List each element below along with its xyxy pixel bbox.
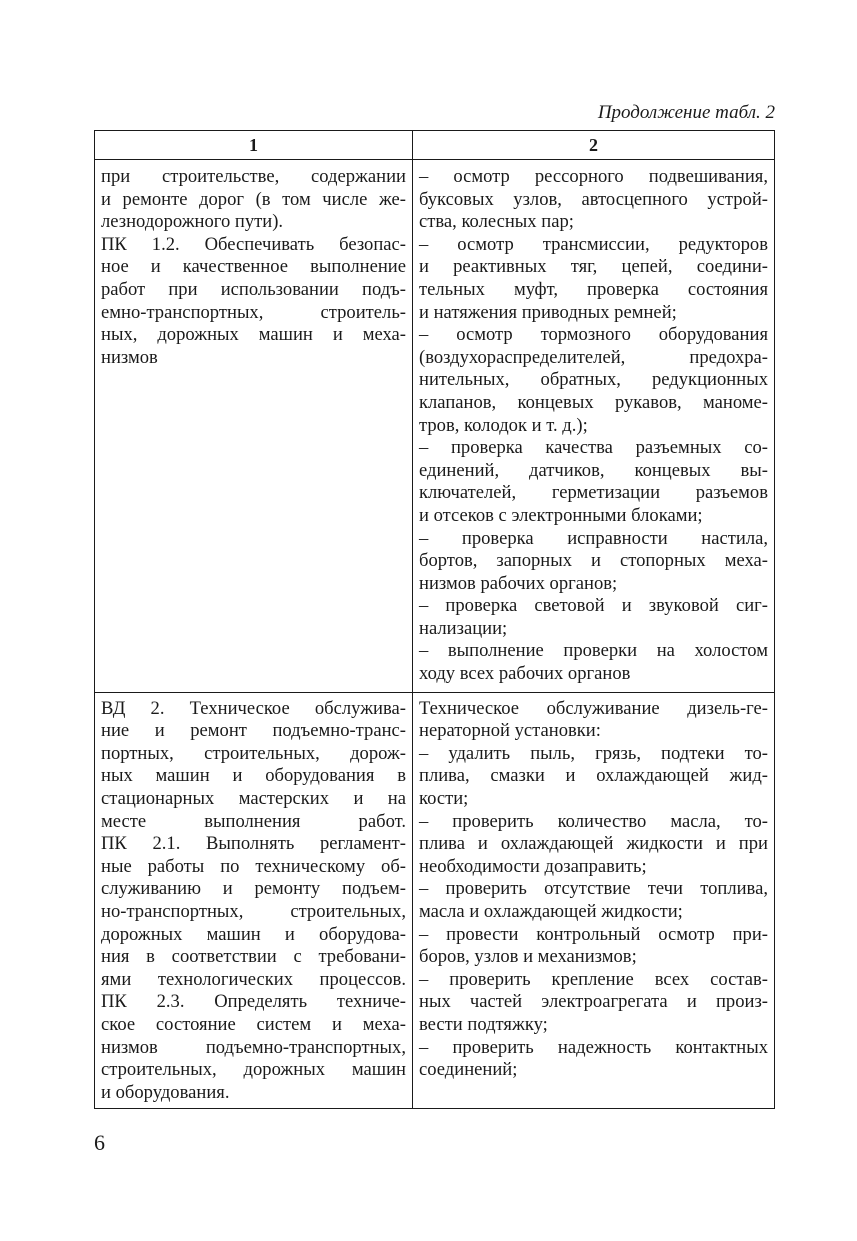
text-line: и ремонте дорог (в том числе же- [101,188,406,210]
text-line: ных машин и оборудования в [101,765,406,787]
text-line: необходимости дозаправить; [419,855,647,877]
text-line: при строительстве, содержании [101,166,406,187]
text-line: ние и ремонт подъемно-транс- [101,720,406,742]
text-line: ства, колесных пар; [419,211,574,233]
text-line: боров, узлов и механизмов; [419,946,637,968]
table-row [95,160,775,693]
text-line: тельных муфт, проверка состояния [419,278,768,300]
text-line: – проверить крепление всех состав- [419,968,768,990]
cell-text [95,693,412,1109]
text-line: ПК 1.2. Обеспечивать безопас- [101,233,406,255]
text-line: – проверить отсутствие течи топлива, [419,878,768,900]
text-line: – осмотр трансмиссии, редукторов [419,233,768,255]
text-line: клапанов, концевых рукавов, маноме- [419,391,768,413]
text-line: – проверка качества разъемных со- [419,437,768,459]
text-line: емно-транспортных, строитель- [101,301,406,323]
column-header-1: 1 [95,131,413,160]
text-line: нераторной установки: [419,720,601,742]
text-line: кости; [419,788,469,810]
competency-table [94,130,775,1109]
text-line: ями технологических процессов. [101,968,406,990]
text-line: Техническое обслуживание дизель-ге- [419,697,768,719]
text-line: – проверить количество масла, то- [419,810,768,832]
text-line: плива и охлаждающей жидкости и при [419,833,768,855]
text-line: соединений; [419,1059,518,1081]
text-line: ПК 2.3. Определять техниче- [101,991,406,1013]
cell-text [95,160,412,375]
text-line: лезнодорожного пути). [101,211,284,233]
table-header-row [95,131,775,160]
text-line: строительных, дорожных машин [101,1059,406,1081]
text-line: – проверка световой и звуковой сиг- [419,595,768,617]
text-line: но-транспортных, строительных, [101,901,406,922]
text-line: и отсеков с электронными блоками; [419,504,703,526]
text-line: работ при использовании подъ- [101,278,406,300]
text-line: – выполнение проверки на холостом [419,640,768,662]
text-line: ходу всех рабочих органов [419,663,631,685]
text-line: и реактивных тяг, цепей, соедини- [419,256,768,278]
text-line: низмов рабочих органов; [419,572,618,594]
text-line: – удалить пыль, грязь, подтеки то- [419,742,768,764]
table-cell-content [413,160,775,693]
text-line: единений, датчиков, концевых вы- [419,459,768,481]
table-row [95,692,775,1109]
text-line: ПК 2.1. Выполнять регламент- [101,833,406,855]
table-caption: Продолжение табл. 2 [597,102,775,123]
text-line: ское состояние систем и меха- [101,1013,406,1035]
text-line: ных, дорожных машин и меха- [101,324,406,346]
text-line: – осмотр рессорного подвешивания, [419,166,768,187]
text-line: дорожных машин и оборудова- [101,923,406,945]
text-line: низмов подъемно-транспортных, [101,1036,406,1058]
text-line: масла и охлаждающей жидкости; [419,901,683,922]
text-line: портных, строительных, дорож- [101,742,406,764]
text-line: – проверка исправности настила, [419,527,768,549]
text-line: и оборудования. [101,1081,230,1103]
page-number: 6 [94,1130,105,1155]
text-line: плива, смазки и охлаждающей жид- [419,765,768,787]
table-cell-competency [95,692,413,1109]
text-line: служиванию и ремонту подъем- [101,878,406,900]
text-line: нительных, обратных, редукционных [419,369,768,391]
cell-text [413,160,774,692]
text-line: месте выполнения работ. [101,810,406,832]
text-line: бортов, запорных и стопорных меха- [419,550,768,572]
text-line: ное и качественное выполнение [101,256,406,278]
text-line: – осмотр тормозного оборудования [419,324,768,346]
text-line: ключателей, герметизации разъемов [419,482,768,504]
text-line: буксовых узлов, автосцепного устрой- [419,188,768,210]
text-line: ные работы по техническому об- [101,855,406,877]
text-line: – провести контрольный осмотр при- [419,923,768,945]
text-line: ния в соответствии с требовани- [101,946,406,968]
table-cell-content [413,692,775,1109]
text-line: тров, колодок и т. д.); [419,414,588,436]
text-line: ВД 2. Техническое обслужива- [101,697,406,719]
text-line: стационарных мастерских и на [101,788,406,810]
text-line: низмов [101,346,158,368]
column-header-2: 2 [413,131,775,160]
text-line: и натяжения приводных ремней; [419,301,677,323]
cell-text [413,693,774,1086]
table-cell-competency [95,160,413,693]
text-line: (воздухораспределителей, предохра- [419,346,768,368]
text-line: вести подтяжку; [419,1013,548,1035]
text-line: – проверить надежность контактных [419,1036,768,1058]
text-line: ных частей электроагрегата и произ- [419,991,768,1013]
text-line: нализации; [419,617,508,639]
